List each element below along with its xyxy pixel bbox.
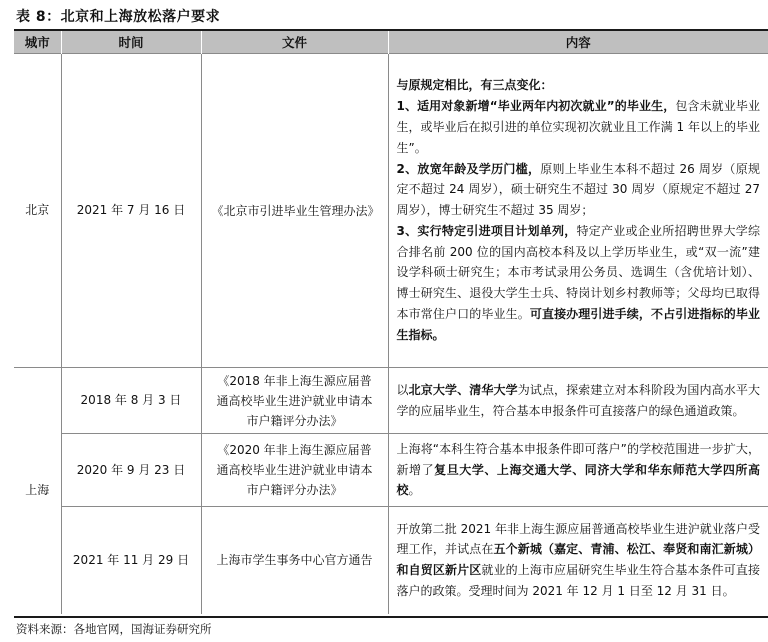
- content-cell: [388, 368, 768, 434]
- header-document: 文件: [201, 31, 388, 54]
- point-3-body: 特定产业或企业所招聘世界大学综合排名前 200 位的国内高校本科及以上学历毕业生，或“双一流”建设学科硕士研究生；本市考试录用公务员、选调生（含优培计划）、博士研究生、退役大学生士兵、特岗计划乡村教师等；父母均已取得本市常住户口的毕业生。: [396, 223, 760, 322]
- content-intro: 与原规定相比，有三点变化：: [396, 78, 553, 93]
- content-cell: [388, 507, 768, 614]
- document-cell: 《北京市引进毕业生管理办法》: [201, 54, 388, 368]
- table-row-beijing: [14, 54, 768, 368]
- date-cell: 2020 年 9 月 23 日: [61, 434, 201, 507]
- document-cell: 《2018 年非上海生源应届普通高校毕业生进沪就业申请本市户籍评分办法》: [201, 368, 388, 434]
- content-cell: [388, 434, 768, 507]
- table-title: 表 8：北京和上海放松落户要求: [16, 9, 221, 25]
- date-cell: 2021 年 11 月 29 日: [61, 507, 201, 614]
- policy-table: [14, 31, 768, 614]
- table-row-shanghai-2021: [14, 507, 768, 614]
- source-note: 资料来源：各地官网，国海证券研究所: [16, 622, 212, 636]
- header-content: 内容: [388, 31, 768, 54]
- content-highlight: 复旦大学、上海交通大学、同济大学和华东师范大学四所高校: [396, 462, 760, 498]
- content-text: 为试点，探索建立对本科阶段为国内高水平大学的应届毕业生，符合基本申报条件可直接落户的绿色通道政策。: [396, 382, 760, 418]
- content-text: 就业的上海市应届研究生毕业生符合基本条件可直接落户的政策。受理时间为 2021 年 12 月 1 日至 12 月 31 日。: [396, 563, 760, 599]
- city-cell: 上海: [14, 368, 61, 614]
- content-text: 开放第二批 2021 年非上海生源应届普通高校毕业生进沪就业落户受理工作，并试点在: [396, 521, 760, 557]
- point-1-head: 1、适用对象新增“毕业两年内初次就业”的毕业生，: [396, 99, 676, 114]
- content-point-2: [397, 159, 761, 221]
- content-text: 。: [408, 483, 421, 498]
- header-city: 城市: [14, 31, 61, 54]
- point-2-head: 2、放宽年龄及学历门槛，: [396, 161, 541, 176]
- header-date: 时间: [61, 31, 201, 54]
- point-3-tail: 可直接办理引进手续，不占引进指标的毕业生指标。: [396, 307, 760, 342]
- content-highlight: 五个新城（嘉定、青浦、松江、奉贤和南汇新城）和自贸区新片区: [396, 542, 760, 578]
- date-cell: 2021 年 7 月 16 日: [61, 54, 201, 368]
- table-row-shanghai-2018: [14, 368, 768, 434]
- table-header-row: [14, 31, 768, 54]
- document-cell: 上海市学生事务中心官方通告: [201, 507, 388, 614]
- date-cell: 2018 年 8 月 3 日: [61, 368, 201, 434]
- bottom-divider: [14, 616, 768, 618]
- point-1-body: 包含未就业毕业生，或毕业后在拟引进的单位实现初次就业且工作满 1 年以上的毕业生”。: [396, 99, 760, 155]
- document-cell: 《2020 年非上海生源应届普通高校毕业生进沪就业申请本市户籍评分办法》: [201, 434, 388, 507]
- table-row-shanghai-2020: [14, 434, 768, 507]
- content-text: 以: [396, 382, 409, 397]
- content-highlight: 北京大学、清华大学: [408, 382, 518, 397]
- point-3-head: 3、实行特定引进项目计划单列，: [396, 223, 577, 238]
- content-point-1: [397, 96, 761, 158]
- city-cell: 北京: [14, 54, 61, 368]
- content-text: 上海将“本科生符合基本申报条件即可落户”的学校范围进一步扩大，新增了: [396, 441, 760, 477]
- content-point-3: [397, 221, 761, 346]
- point-2-body: 原则上毕业生本科不超过 26 周岁（原规定不超过 24 周岁），硕士研究生不超过 30 周岁（原规定不超过 27 周岁），博士研究生不超过 35 周岁；: [396, 161, 760, 218]
- content-cell: [388, 54, 768, 368]
